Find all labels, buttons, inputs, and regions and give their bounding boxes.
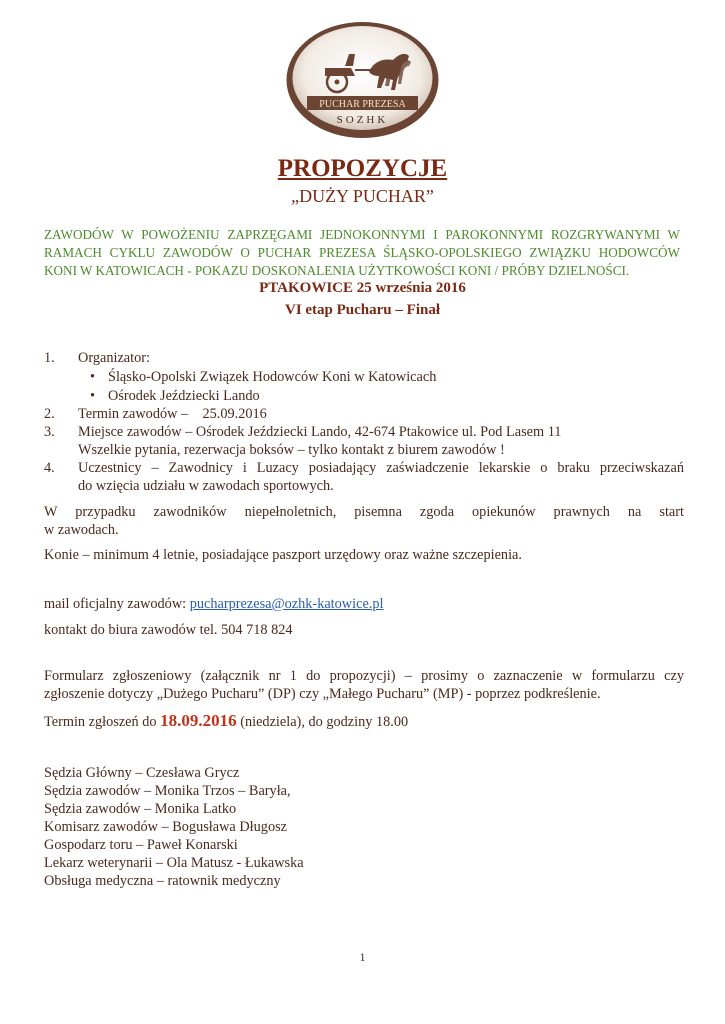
location-date: PTAKOWICE 25 września 2016 (259, 280, 466, 296)
list-text: Organizator: (78, 350, 150, 366)
list-number: 1. (44, 350, 55, 366)
list-text: Miejsce zawodów – Ośrodek Jeździecki Lando, 42-674 Ptakowice ul. Pod Lasem 11 (78, 424, 562, 440)
phone-line: kontakt do biura zawodów tel. 504 718 824 (44, 622, 293, 638)
mail-link[interactable]: pucharprezesa@ozhk-katowice.pl (189, 596, 384, 612)
list-text: Termin zawodów – 25.09.2016 (78, 406, 267, 422)
list-number: 4. (44, 460, 55, 476)
official-item: Komisarz zawodów – Bogusława Długosz (44, 819, 287, 835)
bullet-text: Ośrodek Jeździecki Lando (108, 388, 260, 404)
logo-line1: PUCHAR PREZESA (319, 99, 406, 110)
list-text: Uczestnicy – Zawodnicy i Luzacy posiadający zaświadczenie lekarskie o braku przeciwskazań (78, 460, 684, 476)
bullet-icon: • (90, 369, 96, 385)
minors-line-2: w zawodach. (44, 522, 119, 538)
logo-line2: SOZHK (336, 114, 389, 126)
page-number: 1 (359, 950, 366, 964)
page-subtitle: „DUŻY PUCHAR” (291, 186, 434, 206)
form-line-2: zgłoszenie dotyczy „Dużego Pucharu” (DP) czy „Małego Pucharu” (MP) - poprzez podkreślenie. (44, 686, 601, 702)
list-text: do wzięcia udziału w zawodach sportowych. (78, 478, 334, 494)
deadline-suffix: (niedziela), do godziny 18.00 (236, 714, 409, 730)
official-item: Sędzia zawodów – Monika Latko (44, 801, 237, 817)
stage-title: VI etap Pucharu – Finał (284, 302, 440, 318)
mail-label: mail oficjalny zawodów: (44, 596, 190, 612)
minors-line-1: W przypadku zawodników niepełnoletnich, pisemna zgoda opiekunów prawnych na start (44, 504, 684, 520)
page-title: PROPOZYCJE (277, 155, 448, 182)
puchar-prezesa-logo (285, 20, 440, 140)
deadline-line (44, 712, 684, 732)
intro-paragraph: ZAWODÓW W POWOŻENIU ZAPRZĘGAMI JEDNOKONNYMI I PAROKONNYMI ROZGRYWANYMI W RAMACH CYKLU ZAWODÓW O PUCHAR PREZESA ŚLĄSKO-OPOLSKIEGO ZWIĄZKU HODOWCÓW KONI W KATOWICACH - POKAZU DOSKONALENIA UŻYTKOWOŚCI KONI / PRÓBY DZIELNOŚCI. (44, 227, 680, 278)
list-text: Wszelkie pytania, rezerwacja boksów – tylko kontakt z biurem zawodów ! (78, 442, 505, 458)
mail-line (44, 595, 684, 614)
official-item: Lekarz weterynarii – Ola Matusz - Łukawska (44, 855, 304, 871)
form-line-1: Formularz zgłoszeniowy (załącznik nr 1 do propozycji) – prosimy o zaznaczenie w formularzu czy (44, 668, 684, 684)
list-number: 2. (44, 406, 55, 422)
bullet-icon: • (90, 388, 96, 404)
horses-requirement: Konie – minimum 4 letnie, posiadające paszport urzędowy oraz ważne szczepienia. (44, 547, 522, 563)
bullet-text: Śląsko-Opolski Związek Hodowców Koni w Katowicach (108, 369, 437, 385)
official-item: Gospodarz toru – Paweł Konarski (44, 837, 238, 853)
official-item: Sędzia Główny – Czesława Grycz (44, 765, 240, 781)
list-number: 3. (44, 424, 55, 440)
official-item: Sędzia zawodów – Monika Trzos – Baryła, (44, 783, 291, 799)
deadline-date: 18.09.2016 (160, 711, 237, 730)
deadline-prefix: Termin zgłoszeń do (44, 714, 161, 730)
official-item: Obsługa medyczna – ratownik medyczny (44, 873, 281, 889)
